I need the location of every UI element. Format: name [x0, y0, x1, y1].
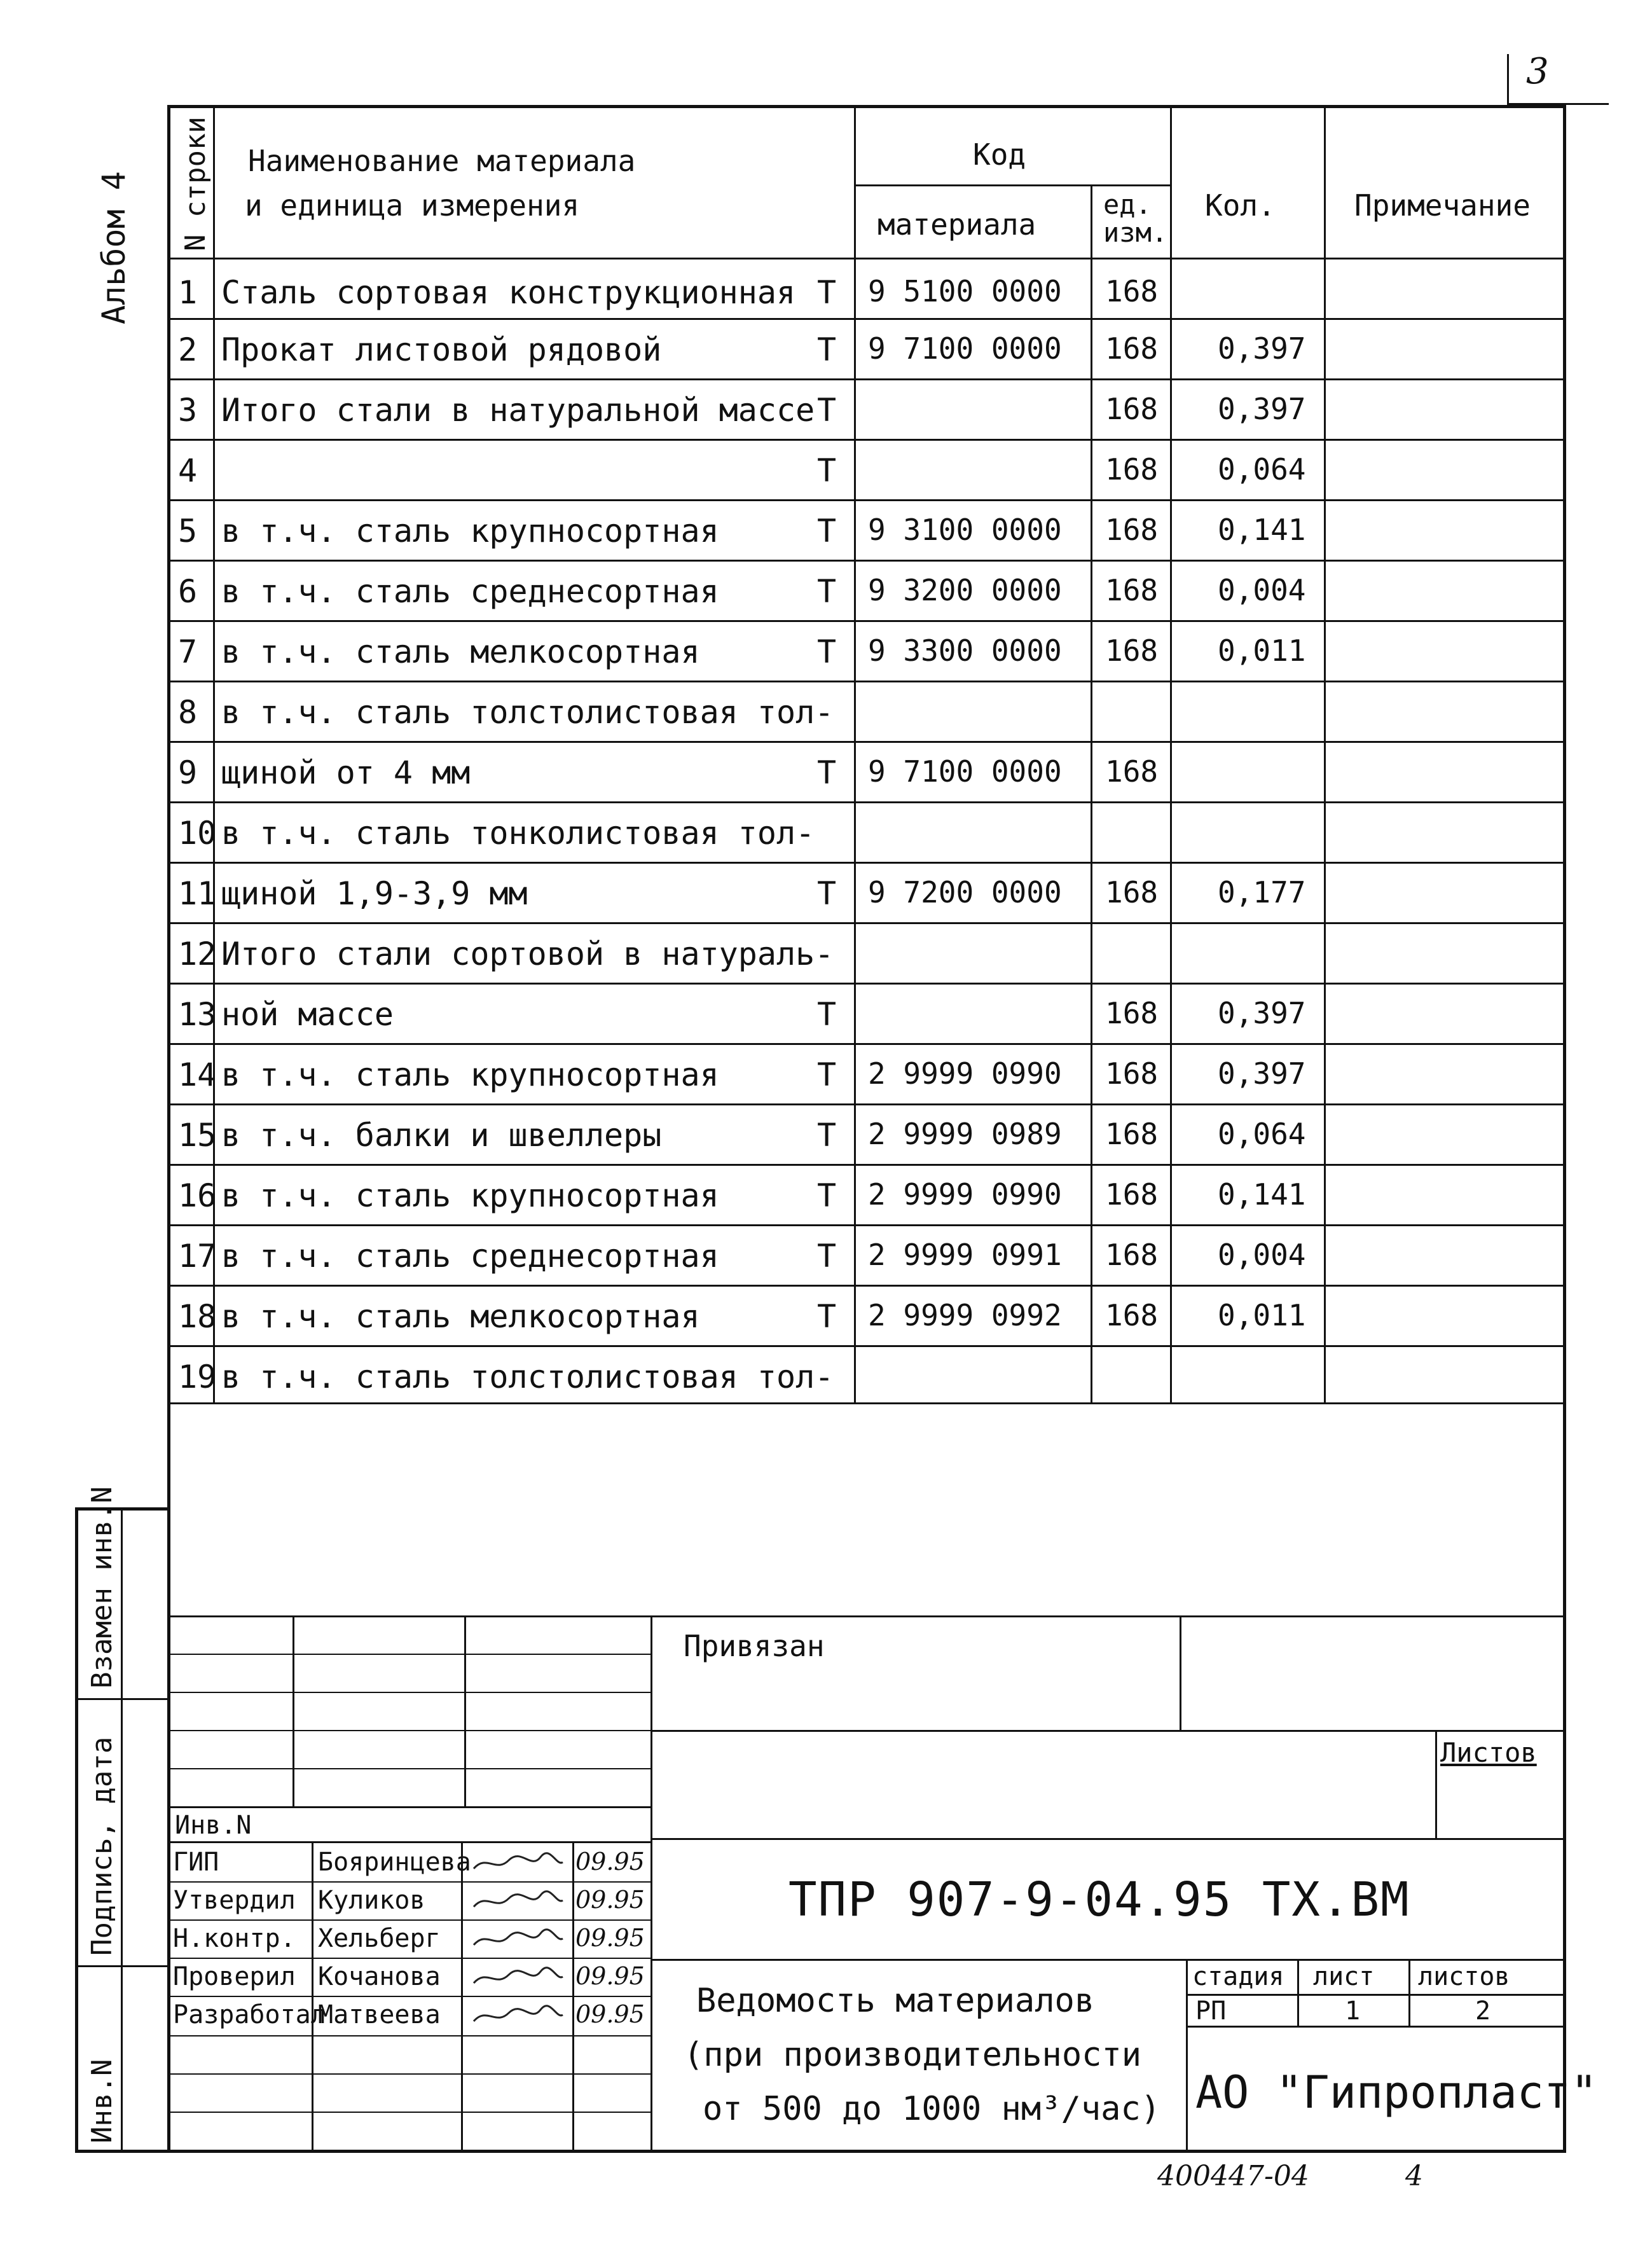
row-unit: Т — [817, 1056, 837, 1093]
row-number: 8 — [178, 694, 198, 731]
row-name: в т.ч. сталь крупносортная — [221, 1056, 719, 1093]
row-divider — [167, 1285, 1566, 1287]
row-divider — [167, 1345, 1566, 1347]
tb-grid — [461, 1841, 463, 2153]
tb-person-date: 09.95 — [575, 1962, 645, 1990]
tb-person-name: Куликов — [318, 1886, 425, 1915]
corner-mark: 3 — [1526, 51, 1549, 92]
row-number: 11 — [178, 875, 217, 912]
tb-person-date: 09.95 — [575, 1886, 645, 1914]
tb-grid — [167, 1919, 650, 1921]
row-number: 14 — [178, 1056, 217, 1093]
row-unit: Т — [817, 452, 837, 489]
row-unit: Т — [817, 1177, 837, 1214]
table-bottom-line — [167, 1402, 1566, 1404]
side-podpis: Подпись, дата — [86, 1736, 118, 1956]
tb-grid — [572, 1841, 574, 2153]
row-number: 13 — [178, 996, 217, 1033]
row-divider — [167, 620, 1566, 622]
tb-line — [1186, 2026, 1566, 2028]
row-qty: 0,141 — [1218, 513, 1306, 547]
row-code: 9 7100 0000 — [868, 754, 1062, 789]
tb-doc-code: ТПР 907-9-04.95 ТХ.ВМ — [788, 1872, 1410, 1927]
tb-grid — [167, 1881, 650, 1883]
tb-title-1: Ведомость материалов — [696, 1982, 1095, 2020]
row-divider — [167, 378, 1566, 380]
tb-person-role: Утвердил — [173, 1886, 296, 1915]
tb-sheets: 2 — [1475, 1996, 1491, 2026]
tb-listov-label: Листов — [1440, 1737, 1537, 1768]
row-unit: Т — [817, 573, 837, 610]
tb-line — [167, 1615, 1566, 1617]
row-qty: 0,397 — [1218, 331, 1306, 366]
tb-sheets-label: листов — [1418, 1962, 1510, 1991]
tb-grid — [167, 1806, 650, 1808]
header-name: Наименование материала — [248, 144, 636, 178]
row-divider — [167, 1224, 1566, 1226]
row-code: 9 3100 0000 — [868, 513, 1062, 547]
tb-title-3: от 500 до 1000 нм³/час) — [703, 2090, 1161, 2128]
header-note: Примечание — [1354, 188, 1531, 223]
row-name: ной массе — [221, 996, 394, 1033]
tb-stage-label: стадия — [1192, 1962, 1284, 1991]
row-qty: 0,141 — [1218, 1177, 1306, 1212]
row-unit-code: 168 — [1105, 633, 1159, 668]
row-unit-code: 168 — [1105, 1238, 1159, 1272]
tb-person-role: Проверил — [173, 1962, 296, 1991]
row-code: 2 9999 0990 — [868, 1177, 1062, 1212]
row-divider — [167, 1043, 1566, 1045]
row-unit-code: 168 — [1105, 1117, 1159, 1151]
row-name: щиной от 4 мм — [221, 754, 471, 791]
row-divider — [167, 499, 1566, 501]
row-divider — [167, 1164, 1566, 1166]
row-unit: Т — [817, 1238, 837, 1275]
corner-rule — [1507, 54, 1509, 105]
row-unit: Т — [817, 875, 837, 912]
footer-note: 400447-04 — [1157, 2160, 1309, 2192]
footer-num: 4 — [1405, 2160, 1423, 2192]
side-divider — [75, 1965, 170, 1967]
row-name: в т.ч. сталь мелкосортная — [221, 1298, 700, 1335]
row-unit-code: 168 — [1105, 1177, 1159, 1212]
side-divider-v — [121, 1507, 123, 2153]
row-unit-code: 168 — [1105, 392, 1159, 426]
row-code: 9 7100 0000 — [868, 331, 1062, 366]
tb-person-name: Бояринцева — [318, 1848, 471, 1877]
row-number: 17 — [178, 1238, 217, 1275]
tb-line — [650, 1959, 1566, 1961]
tb-person-role: Н.контр. — [173, 1924, 296, 1953]
row-unit: Т — [817, 392, 837, 429]
row-name: Итого стали сортовой в натураль- — [221, 936, 834, 972]
row-unit-code: 168 — [1105, 1056, 1159, 1091]
tb-line — [1297, 1959, 1299, 2026]
col-line — [1324, 105, 1326, 1402]
tb-line — [464, 1615, 466, 1806]
row-divider — [167, 983, 1566, 985]
tb-line — [293, 1615, 294, 1806]
row-unit-code: 168 — [1105, 754, 1159, 789]
row-unit: Т — [817, 633, 837, 670]
row-code: 2 9999 0989 — [868, 1117, 1062, 1151]
tb-line — [650, 1615, 652, 2153]
row-qty: 0,397 — [1218, 392, 1306, 426]
row-name: в т.ч. сталь тонколистовая тол- — [221, 815, 815, 852]
row-unit-code: 168 — [1105, 513, 1159, 547]
row-qty: 0,397 — [1218, 1056, 1306, 1091]
tb-line — [1408, 1959, 1410, 2026]
row-divider — [167, 922, 1566, 924]
header-qty: Кол. — [1205, 188, 1276, 223]
row-name: в т.ч. сталь крупносортная — [221, 1177, 719, 1214]
header-name-2: и единица измерения — [245, 188, 580, 223]
row-divider — [167, 862, 1566, 864]
row-name: щиной 1,9-3,9 мм — [221, 875, 528, 912]
row-qty: 0,397 — [1218, 996, 1306, 1030]
row-number: 10 — [178, 815, 217, 852]
row-name: в т.ч. сталь толстолистовая тол- — [221, 694, 834, 731]
row-unit-code: 168 — [1105, 331, 1159, 366]
row-code: 9 3300 0000 — [868, 633, 1062, 668]
tb-grid — [167, 1730, 650, 1731]
row-code: 9 3200 0000 — [868, 573, 1062, 607]
tb-grid — [167, 2073, 650, 2075]
row-name: в т.ч. балки и швеллеры — [221, 1117, 662, 1154]
row-qty: 0,064 — [1218, 1117, 1306, 1151]
tb-person-date: 09.95 — [575, 2000, 645, 2028]
row-divider — [167, 318, 1566, 320]
row-divider — [167, 1103, 1566, 1105]
row-number: 1 — [178, 274, 198, 311]
row-unit: Т — [817, 513, 837, 550]
tb-privyazan: Привязан — [684, 1629, 825, 1663]
tb-line — [1180, 1615, 1181, 1730]
tb-sheet: 1 — [1345, 1996, 1361, 2026]
row-qty: 0,004 — [1218, 573, 1306, 607]
row-code: 2 9999 0990 — [868, 1056, 1062, 1091]
row-divider — [167, 560, 1566, 562]
row-unit-code: 168 — [1105, 573, 1159, 607]
row-divider — [167, 741, 1566, 743]
tb-grid — [312, 1841, 313, 2153]
row-unit: Т — [817, 274, 837, 311]
row-unit-code: 168 — [1105, 996, 1159, 1030]
header-code: Код — [973, 137, 1026, 172]
signature-mark — [471, 1927, 566, 1951]
code-subheader-line — [854, 184, 1170, 186]
tb-line — [650, 1838, 1566, 1840]
row-number: 12 — [178, 936, 217, 972]
tb-grid — [167, 1692, 650, 1693]
tb-grid — [167, 2035, 650, 2036]
tb-person-role: Разработал — [173, 2000, 326, 2029]
row-name: Итого стали в натуральной массе — [221, 392, 815, 429]
row-number: 2 — [178, 331, 198, 368]
header-n-row: N строки — [179, 116, 212, 251]
row-number: 16 — [178, 1177, 217, 1214]
tb-grid — [167, 1996, 650, 1997]
row-number: 4 — [178, 452, 198, 489]
tb-grid — [167, 1654, 650, 1655]
tb-line — [1435, 1730, 1437, 1838]
tb-grid — [167, 1958, 650, 1959]
tb-grid — [167, 1768, 650, 1769]
tb-person-name: Матвеева — [318, 2000, 441, 2029]
signature-mark — [471, 2003, 566, 2028]
row-divider — [167, 801, 1566, 803]
col-line — [1091, 184, 1092, 1402]
row-code: 2 9999 0992 — [868, 1298, 1062, 1332]
row-name: Сталь сортовая конструкционная — [221, 274, 796, 311]
row-number: 6 — [178, 573, 198, 610]
tb-stage: РП — [1195, 1996, 1227, 2026]
tb-person-name: Хельберг — [318, 1924, 441, 1953]
row-unit-code: 168 — [1105, 1298, 1159, 1332]
row-divider — [167, 681, 1566, 682]
header-code-unit: ед. изм. — [1103, 189, 1168, 249]
row-unit: Т — [817, 1298, 837, 1335]
row-name: в т.ч. сталь толстолистовая тол- — [221, 1359, 834, 1395]
row-unit-code: 168 — [1105, 274, 1159, 308]
side-vzamen: Взамен инв.N — [86, 1486, 118, 1689]
row-divider — [167, 439, 1566, 441]
row-code: 9 5100 0000 — [868, 274, 1062, 308]
header-code-material: материала — [878, 207, 1036, 242]
tb-sheet-label: лист — [1313, 1962, 1375, 1991]
row-name: в т.ч. сталь мелкосортная — [221, 633, 700, 670]
tb-person-role: ГИП — [173, 1848, 219, 1877]
row-number: 9 — [178, 754, 198, 791]
row-unit-code: 168 — [1105, 452, 1159, 487]
tb-inv-label: Инв.N — [175, 1811, 252, 1840]
row-number: 5 — [178, 513, 198, 550]
side-inv: Инв.N — [86, 2059, 118, 2143]
row-name: Прокат листовой рядовой — [221, 331, 662, 368]
row-qty: 0,011 — [1218, 1298, 1306, 1332]
tb-grid — [167, 1841, 650, 1843]
tb-line — [1186, 1959, 1188, 2153]
header-bottom-line — [167, 258, 1566, 259]
album-label: Альбом 4 — [95, 171, 132, 324]
tb-person-date: 09.95 — [575, 1924, 645, 1952]
tb-org: АО "Гипропласт" — [1195, 2066, 1598, 2119]
signature-mark — [471, 1851, 566, 1875]
row-qty: 0,004 — [1218, 1238, 1306, 1272]
row-name: в т.ч. сталь среднесортная — [221, 573, 719, 610]
tb-person-name: Кочанова — [318, 1962, 441, 1991]
col-line — [1170, 105, 1172, 1402]
col-line — [854, 105, 856, 1402]
row-name: в т.ч. сталь крупносортная — [221, 513, 719, 550]
signature-mark — [471, 1889, 566, 1913]
row-qty: 0,064 — [1218, 452, 1306, 487]
row-number: 3 — [178, 392, 198, 429]
tb-person-date: 09.95 — [575, 1848, 645, 1876]
row-unit: Т — [817, 331, 837, 368]
row-name: в т.ч. сталь среднесортная — [221, 1238, 719, 1275]
signature-mark — [471, 1965, 566, 1989]
tb-line — [650, 1730, 1566, 1732]
tb-title-2: (при производительности — [684, 2036, 1142, 2074]
row-number: 18 — [178, 1298, 217, 1335]
tb-grid — [167, 2112, 650, 2113]
row-number: 19 — [178, 1359, 217, 1395]
row-unit: Т — [817, 996, 837, 1033]
row-qty: 0,011 — [1218, 633, 1306, 668]
row-number: 7 — [178, 633, 198, 670]
row-unit: Т — [817, 1117, 837, 1154]
side-divider — [75, 1698, 170, 1700]
row-number: 15 — [178, 1117, 217, 1154]
row-unit-code: 168 — [1105, 875, 1159, 909]
tb-line — [1186, 1994, 1566, 1996]
row-code: 9 7200 0000 — [868, 875, 1062, 909]
row-code: 2 9999 0991 — [868, 1238, 1062, 1272]
row-unit: Т — [817, 754, 837, 791]
row-qty: 0,177 — [1218, 875, 1306, 909]
